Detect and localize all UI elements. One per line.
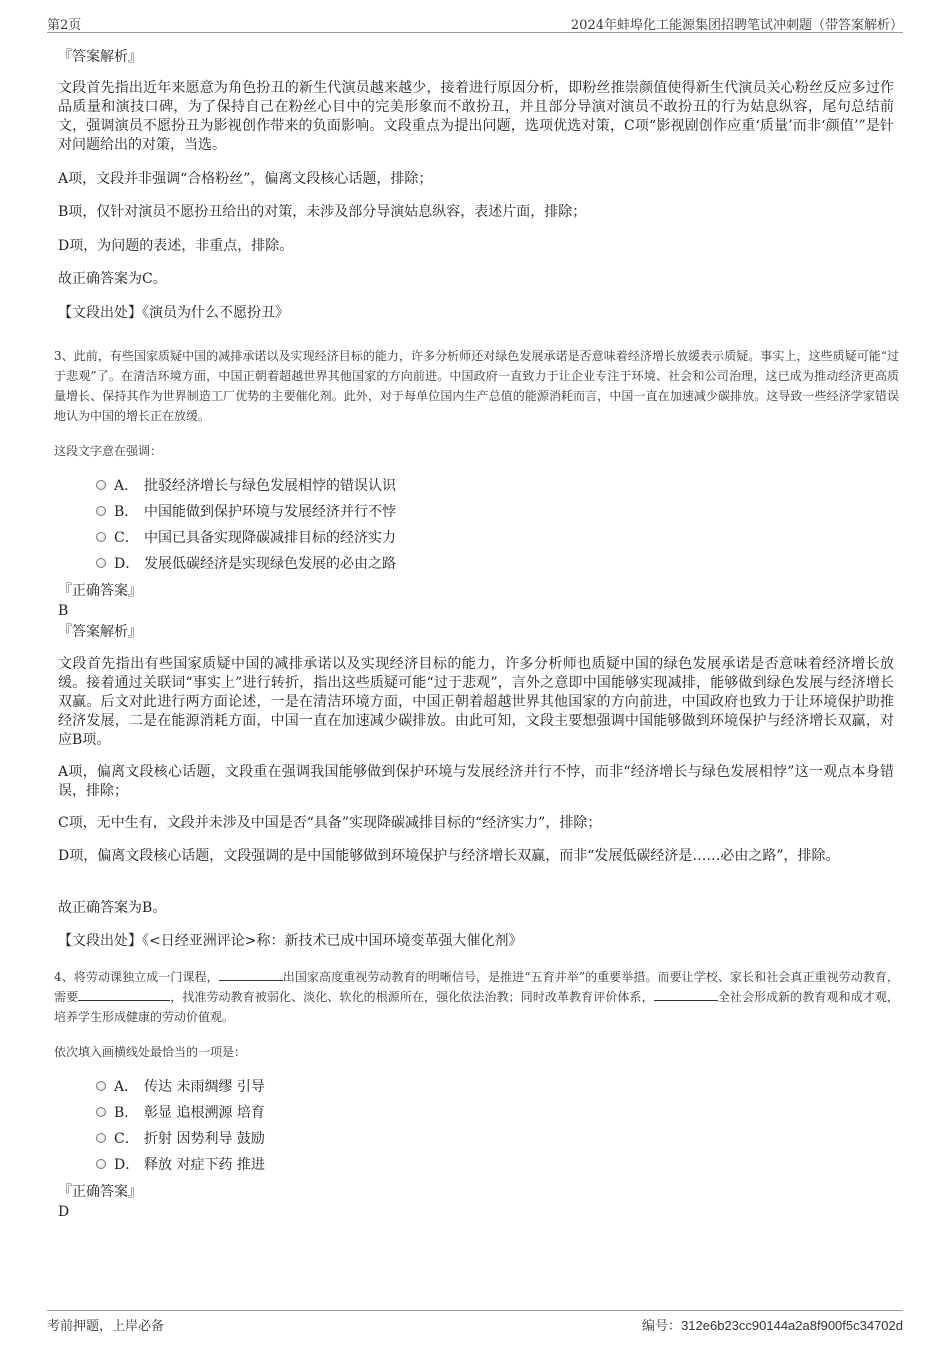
question-3-option-c[interactable]: C． 中国已具备实现降碳减排目标的经济实力 [96, 528, 396, 548]
page-footer [47, 1310, 903, 1333]
question-3-option-b[interactable]: B． 中国能做到保护环境与发展经济并行不悖 [96, 502, 396, 522]
document-title: 2024年蚌埠化工能源集团招聘笔试冲刺题（带答案解析） [570, 18, 903, 33]
option-a-analysis: A项，文段并非强调“合格粉丝”，偏离文段核心话题，排除； [58, 171, 433, 187]
document-code: 编号：312e6b23cc90144a2a8f900f5c34702d [642, 1318, 903, 1334]
question-3-prompt: 这段文字意在强调： [54, 444, 163, 458]
radio-icon[interactable] [96, 1107, 106, 1117]
radio-icon[interactable] [96, 532, 106, 542]
fill-blank-3[interactable] [654, 988, 718, 1001]
analysis-paragraph: 文段首先指出近年来愿意为角色扮丑的新生代演员越来越少，接着进行原因分析，即粉丝推崇颜值使得新生代演员关心粉丝反应多过作品质量和演技口碑，为了保持自己在粉丝心目中的完美形象而不敢扮丑，并且部分导演对演员不敢扮丑的行为姑息纵容，尾句总结前文，强调演员不愿扮丑为影视创作带来的负面影响。文段重点为提出问题，选项优选对策，C项“影视剧创作应重‘质量’而非‘颜值’”是针对问题给出的对策，当选。 [58, 80, 894, 153]
question-3-option-a[interactable]: A． 批驳经济增长与绿色发展相悖的错误认识 [96, 476, 396, 496]
question-4-option-a[interactable]: A． 传达 未雨绸缪 引导 [96, 1077, 265, 1097]
option-d-analysis: D项，为问题的表述，非重点，排除。 [58, 238, 294, 254]
correct-answer: D [58, 1204, 70, 1220]
conclusion: 故正确答案为B。 [58, 900, 167, 916]
analysis-label: 『答案解析』 [58, 49, 142, 65]
radio-icon[interactable] [96, 1159, 106, 1169]
question-4-option-b[interactable]: B． 彰显 追根溯源 培育 [96, 1103, 265, 1123]
question-4-prompt: 依次填入画横线处最恰当的一项是： [54, 1045, 247, 1059]
question-3-stem: 3、此前，有些国家质疑中国的减排承诺以及实现经济目标的能力，许多分析师还对绿色发展承诺是否意味着经济增长放缓表示质疑。事实上，这些质疑可能“过于悲观”了。在清洁环境方面，中国正朝着超越世界其他国家的方向前进。中国政府一直致力于让企业专注于环境、社会和公司治理，这已成为推动经济更高质量增长、保持其作为世界制造工厂优势的主要催化剂。此外，对于每单位国内生产总值的能源消耗而言，中国一直在加速减少碳排放。这导致一些经济学家错误地认为中国的增长正在放缓。 [54, 349, 899, 423]
radio-icon[interactable] [96, 506, 106, 516]
page-header [47, 14, 903, 33]
fill-blank-1[interactable] [219, 968, 283, 981]
question-4-option-c[interactable]: C． 折射 因势利导 鼓励 [96, 1129, 265, 1149]
correct-answer-label: 『正确答案』 [58, 1184, 142, 1200]
analysis-label: 『答案解析』 [58, 624, 142, 640]
option-c-analysis: C项，无中生有，文段并未涉及中国是否“具备”实现降碳减排目标的“经济实力”，排除； [58, 815, 602, 831]
conclusion: 故正确答案为C。 [58, 271, 167, 287]
fill-blank-2[interactable] [78, 988, 170, 1001]
radio-icon[interactable] [96, 1081, 106, 1091]
radio-icon[interactable] [96, 1133, 106, 1143]
correct-answer-label: 『正确答案』 [58, 583, 142, 599]
radio-icon[interactable] [96, 480, 106, 490]
analysis-paragraph: 文段首先指出有些国家质疑中国的减排承诺以及实现经济目标的能力，许多分析师也质疑中国的绿色发展承诺是否意味着经济增长放缓。接着通过关联词“事实上”进行转折，指出这些质疑可能“过于悲观”，言外之意即中国能够实现减排，能够做到绿色发展与经济增长双赢。后文对此进行两方面论述，一是在清洁环境方面，中国正朝着超越世界其他国家的方向前进，中国政府也致力于让环境保护助推经济发展，二是在能源消耗方面，中国一直在加速减少碳排放。由此可知，文段主要想强调中国能够做到环境保护与经济增长双赢，对应B项。 [58, 656, 894, 748]
radio-icon[interactable] [96, 558, 106, 568]
question-4-stem: 4、将劳动课独立成一门课程， 出国家高度重视劳动教育的明晰信号，是推进“五育并举”的重要举措。而要让学校、家长和社会真正重视劳动教育，需要 ，找准劳动教育被弱化、淡化、软化的根源所在，强化依法治教；同时改革教育评价体系， 全社会形成新的教育观和成才观，培养学生形成健康的劳动价值观。 [54, 970, 899, 1024]
source: 【文段出处】《<日经亚洲评论>称：新技术已成中国环境变革强大催化剂》 [58, 933, 523, 949]
footer-slogan: 考前押题，上岸必备 [47, 1319, 165, 1334]
option-a-analysis: A项，偏离文段核心话题，文段重在强调我国能够做到保护环境与发展经济并行不悖，而非“经济增长与绿色发展相悖”这一观点本身错误，排除； [58, 764, 894, 799]
option-d-analysis: D项，偏离文段核心话题，文段强调的是中国能够做到环境保护与经济增长双赢，而非“发展低碳经济是……必由之路”，排除。 [58, 848, 840, 864]
question-4-option-d[interactable]: D． 释放 对症下药 推进 [96, 1155, 265, 1175]
source: 【文段出处】《演员为什么不愿扮丑》 [58, 305, 289, 321]
question-3-option-d[interactable]: D． 发展低碳经济是实现绿色发展的必由之路 [96, 554, 396, 574]
option-b-analysis: B项，仅针对演员不愿扮丑给出的对策，未涉及部分导演姑息纵容，表述片面，排除； [58, 204, 587, 220]
correct-answer: B [58, 603, 69, 619]
page-number: 第2页 [47, 18, 82, 33]
